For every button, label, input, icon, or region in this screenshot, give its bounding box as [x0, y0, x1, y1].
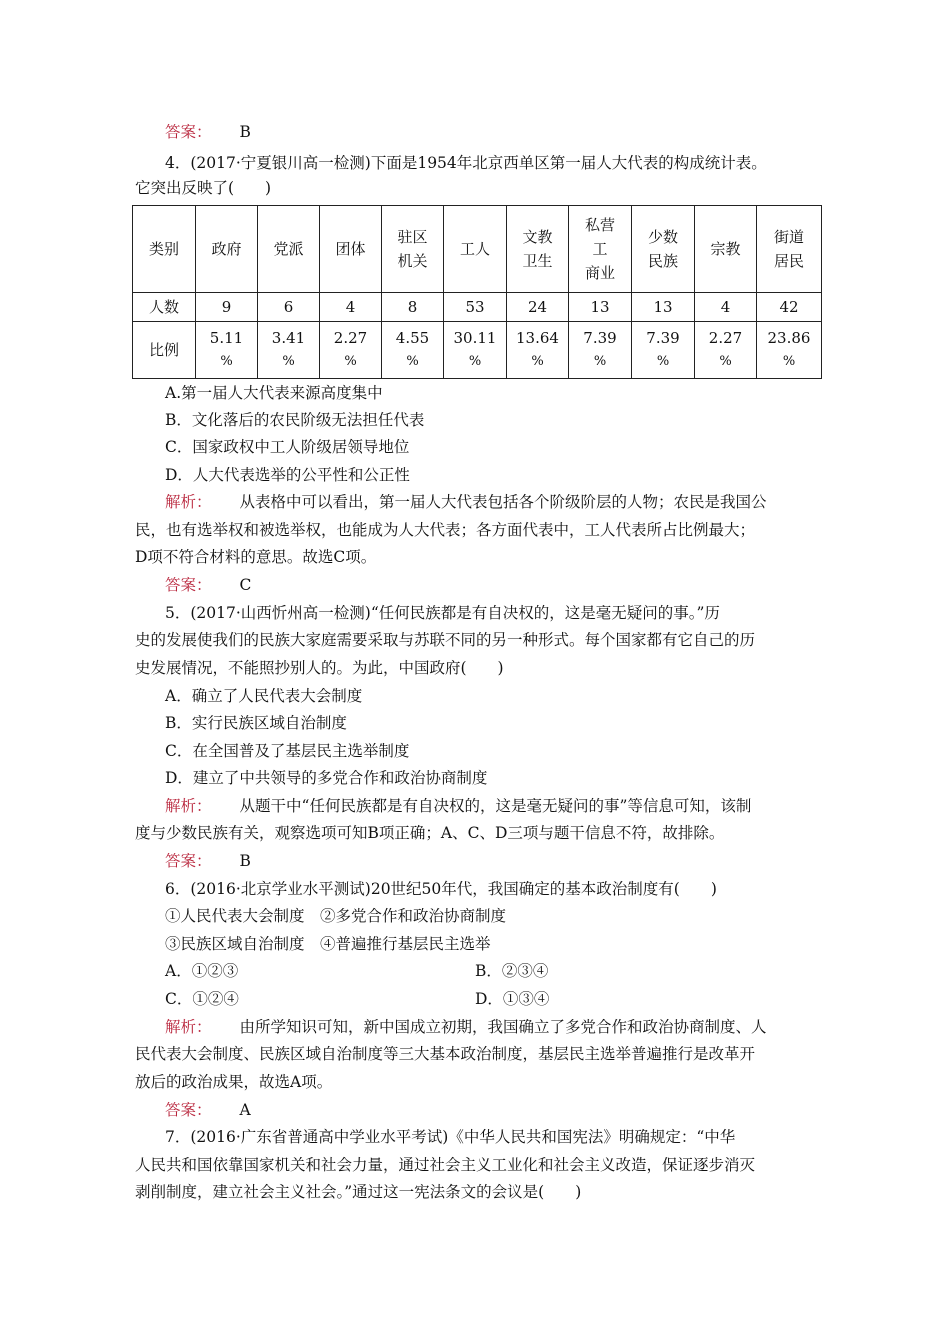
analysis-label: 解析： — [165, 1018, 212, 1036]
header-cell: 工人 — [444, 206, 507, 293]
q4-option-b: B．文化落后的农民阶级无法担任代表 — [165, 411, 425, 429]
q6-option-a: A．①②③ — [165, 962, 239, 980]
answer-label: 答案： — [165, 123, 212, 141]
q3-answer — [165, 122, 251, 142]
ratio-cell: 3.41 % — [258, 322, 320, 379]
q6-analysis-line-2: 民代表大会制度、民族区域自治制度等三大基本政治制度，基层民主选举普遍推行是改革开 — [135, 1045, 756, 1063]
q5-option-d: D．建立了中共领导的多党合作和政治协商制度 — [165, 769, 488, 787]
ratio-cell: 23.86 % — [757, 322, 822, 379]
q6-analysis-line-1: 解析： 由所学知识可知，新中国成立初期，我国确立了多党合作和政治协商制度、人 — [165, 1018, 767, 1036]
count-cell: 24 — [507, 293, 569, 322]
table-header-row — [133, 206, 822, 293]
analysis-label: 解析： — [165, 797, 212, 815]
ratio-cell: 13.64 % — [507, 322, 569, 379]
q4-answer — [165, 575, 251, 595]
q5-stem-line-2: 史的发展使我们的民族大家庭需要采取与苏联不同的另一种形式。每个国家都有它自己的历 — [135, 631, 756, 649]
q5-analysis-line-1: 解析： 从题干中“任何民族都是有自决权的，这是毫无疑问的事”等信息可知，该制 — [165, 797, 752, 815]
header-cell: 政府 — [196, 206, 258, 293]
q6-analysis-line-3: 放后的政治成果，故选A项。 — [135, 1073, 333, 1091]
ratio-label-cell: 比例 — [133, 322, 196, 379]
count-cell: 13 — [569, 293, 632, 322]
ratio-cell: 5.11 % — [196, 322, 258, 379]
count-cell: 9 — [196, 293, 258, 322]
q6-option-b: B．②③④ — [475, 962, 549, 980]
answer-value: C — [239, 576, 252, 594]
q4-option-d: D．人大代表选举的公平性和公正性 — [165, 466, 410, 484]
q5-option-b: B．实行民族区域自治制度 — [165, 714, 347, 732]
q6-stem: 6．(2016·北京学业水平测试)20世纪50年代，我国确定的基本政治制度有( ) — [165, 880, 717, 898]
q4-stem-line-2: 它突出反映了( ) — [135, 179, 272, 197]
answer-value: B — [239, 123, 251, 141]
q6-answer — [165, 1100, 251, 1120]
header-cell: 街道 居民 — [757, 206, 822, 293]
q6-option-c: C．①②④ — [165, 990, 239, 1008]
ratio-cell: 30.11 % — [444, 322, 507, 379]
q5-stem-line-1: 5．(2017·山西忻州高一检测)“任何民族都是有自决权的，这是毫无疑问的事。”历 — [165, 604, 720, 622]
q7-stem-line-3: 剥削制度，建立社会主义社会。”通过这一宪法条文的会议是( ) — [135, 1183, 582, 1201]
count-label-cell: 人数 — [133, 293, 196, 322]
ratio-cell: 7.39 % — [569, 322, 632, 379]
header-cell: 类别 — [133, 206, 196, 293]
q4-option-c: C．国家政权中工人阶级居领导地位 — [165, 438, 410, 456]
q5-stem-line-3: 史发展情况，不能照抄别人的。为此，中国政府( ) — [135, 659, 504, 677]
composition-table — [132, 205, 822, 379]
q4-stem-line-1: 4．(2017·宁夏银川高一检测)下面是1954年北京西单区第一届人大代表的构成统计表。 — [165, 154, 767, 172]
table-ratio-row — [133, 322, 822, 379]
header-cell: 私营 工 商业 — [569, 206, 632, 293]
q5-analysis-line-2: 度与少数民族有关，观察选项可知B项正确；A、C、D三项与题干信息不符，故排除。 — [135, 824, 725, 842]
table-count-row — [133, 293, 822, 322]
header-cell: 文教 卫生 — [507, 206, 569, 293]
ratio-cell: 7.39 % — [632, 322, 695, 379]
header-cell: 宗教 — [695, 206, 757, 293]
count-cell: 4 — [320, 293, 382, 322]
header-cell: 少数 民族 — [632, 206, 695, 293]
count-cell: 4 — [695, 293, 757, 322]
q7-stem-line-2: 人民共和国依靠国家机关和社会力量，通过社会主义工业化和社会主义改造，保证逐步消灭 — [135, 1156, 756, 1174]
q4-analysis-line-1: 解析： 从表格中可以看出，第一届人大代表包括各个阶级阶层的人物；农民是我国公 — [165, 493, 767, 511]
answer-label: 答案： — [165, 852, 212, 870]
q5-answer — [165, 851, 251, 871]
q5-option-c: C．在全国普及了基层民主选举制度 — [165, 742, 410, 760]
ratio-cell: 2.27 % — [320, 322, 382, 379]
q5-option-a: A．确立了人民代表大会制度 — [165, 687, 363, 705]
analysis-label: 解析： — [165, 493, 212, 511]
header-cell: 驻区 机关 — [382, 206, 444, 293]
count-cell: 53 — [444, 293, 507, 322]
q7-stem-line-1: 7．(2016·广东省普通高中学业水平考试)《中华人民共和国宪法》明确规定：“中华 — [165, 1128, 736, 1146]
header-cell: 党派 — [258, 206, 320, 293]
q6-item-line-1: ①人民代表大会制度 ②多党合作和政治协商制度 — [165, 907, 507, 925]
count-cell: 42 — [757, 293, 822, 322]
count-cell: 13 — [632, 293, 695, 322]
answer-label: 答案： — [165, 1101, 212, 1119]
ratio-cell: 4.55 % — [382, 322, 444, 379]
q6-item-line-2: ③民族区域自治制度 ④普遍推行基层民主选举 — [165, 935, 491, 953]
q4-option-a: A.第一届人大代表来源高度集中 — [165, 384, 383, 402]
q6-option-d: D．①③④ — [475, 990, 550, 1008]
answer-value: B — [239, 852, 251, 870]
q4-analysis-line-2: 民，也有选举权和被选举权，也能成为人大代表；各方面代表中，工人代表所占比例最大； — [135, 521, 756, 539]
q4-analysis-line-3: D项不符合材料的意思。故选C项。 — [135, 548, 377, 566]
header-cell: 团体 — [320, 206, 382, 293]
answer-label: 答案： — [165, 576, 212, 594]
count-cell: 6 — [258, 293, 320, 322]
ratio-cell: 2.27 % — [695, 322, 757, 379]
answer-value: A — [239, 1101, 251, 1119]
count-cell: 8 — [382, 293, 444, 322]
